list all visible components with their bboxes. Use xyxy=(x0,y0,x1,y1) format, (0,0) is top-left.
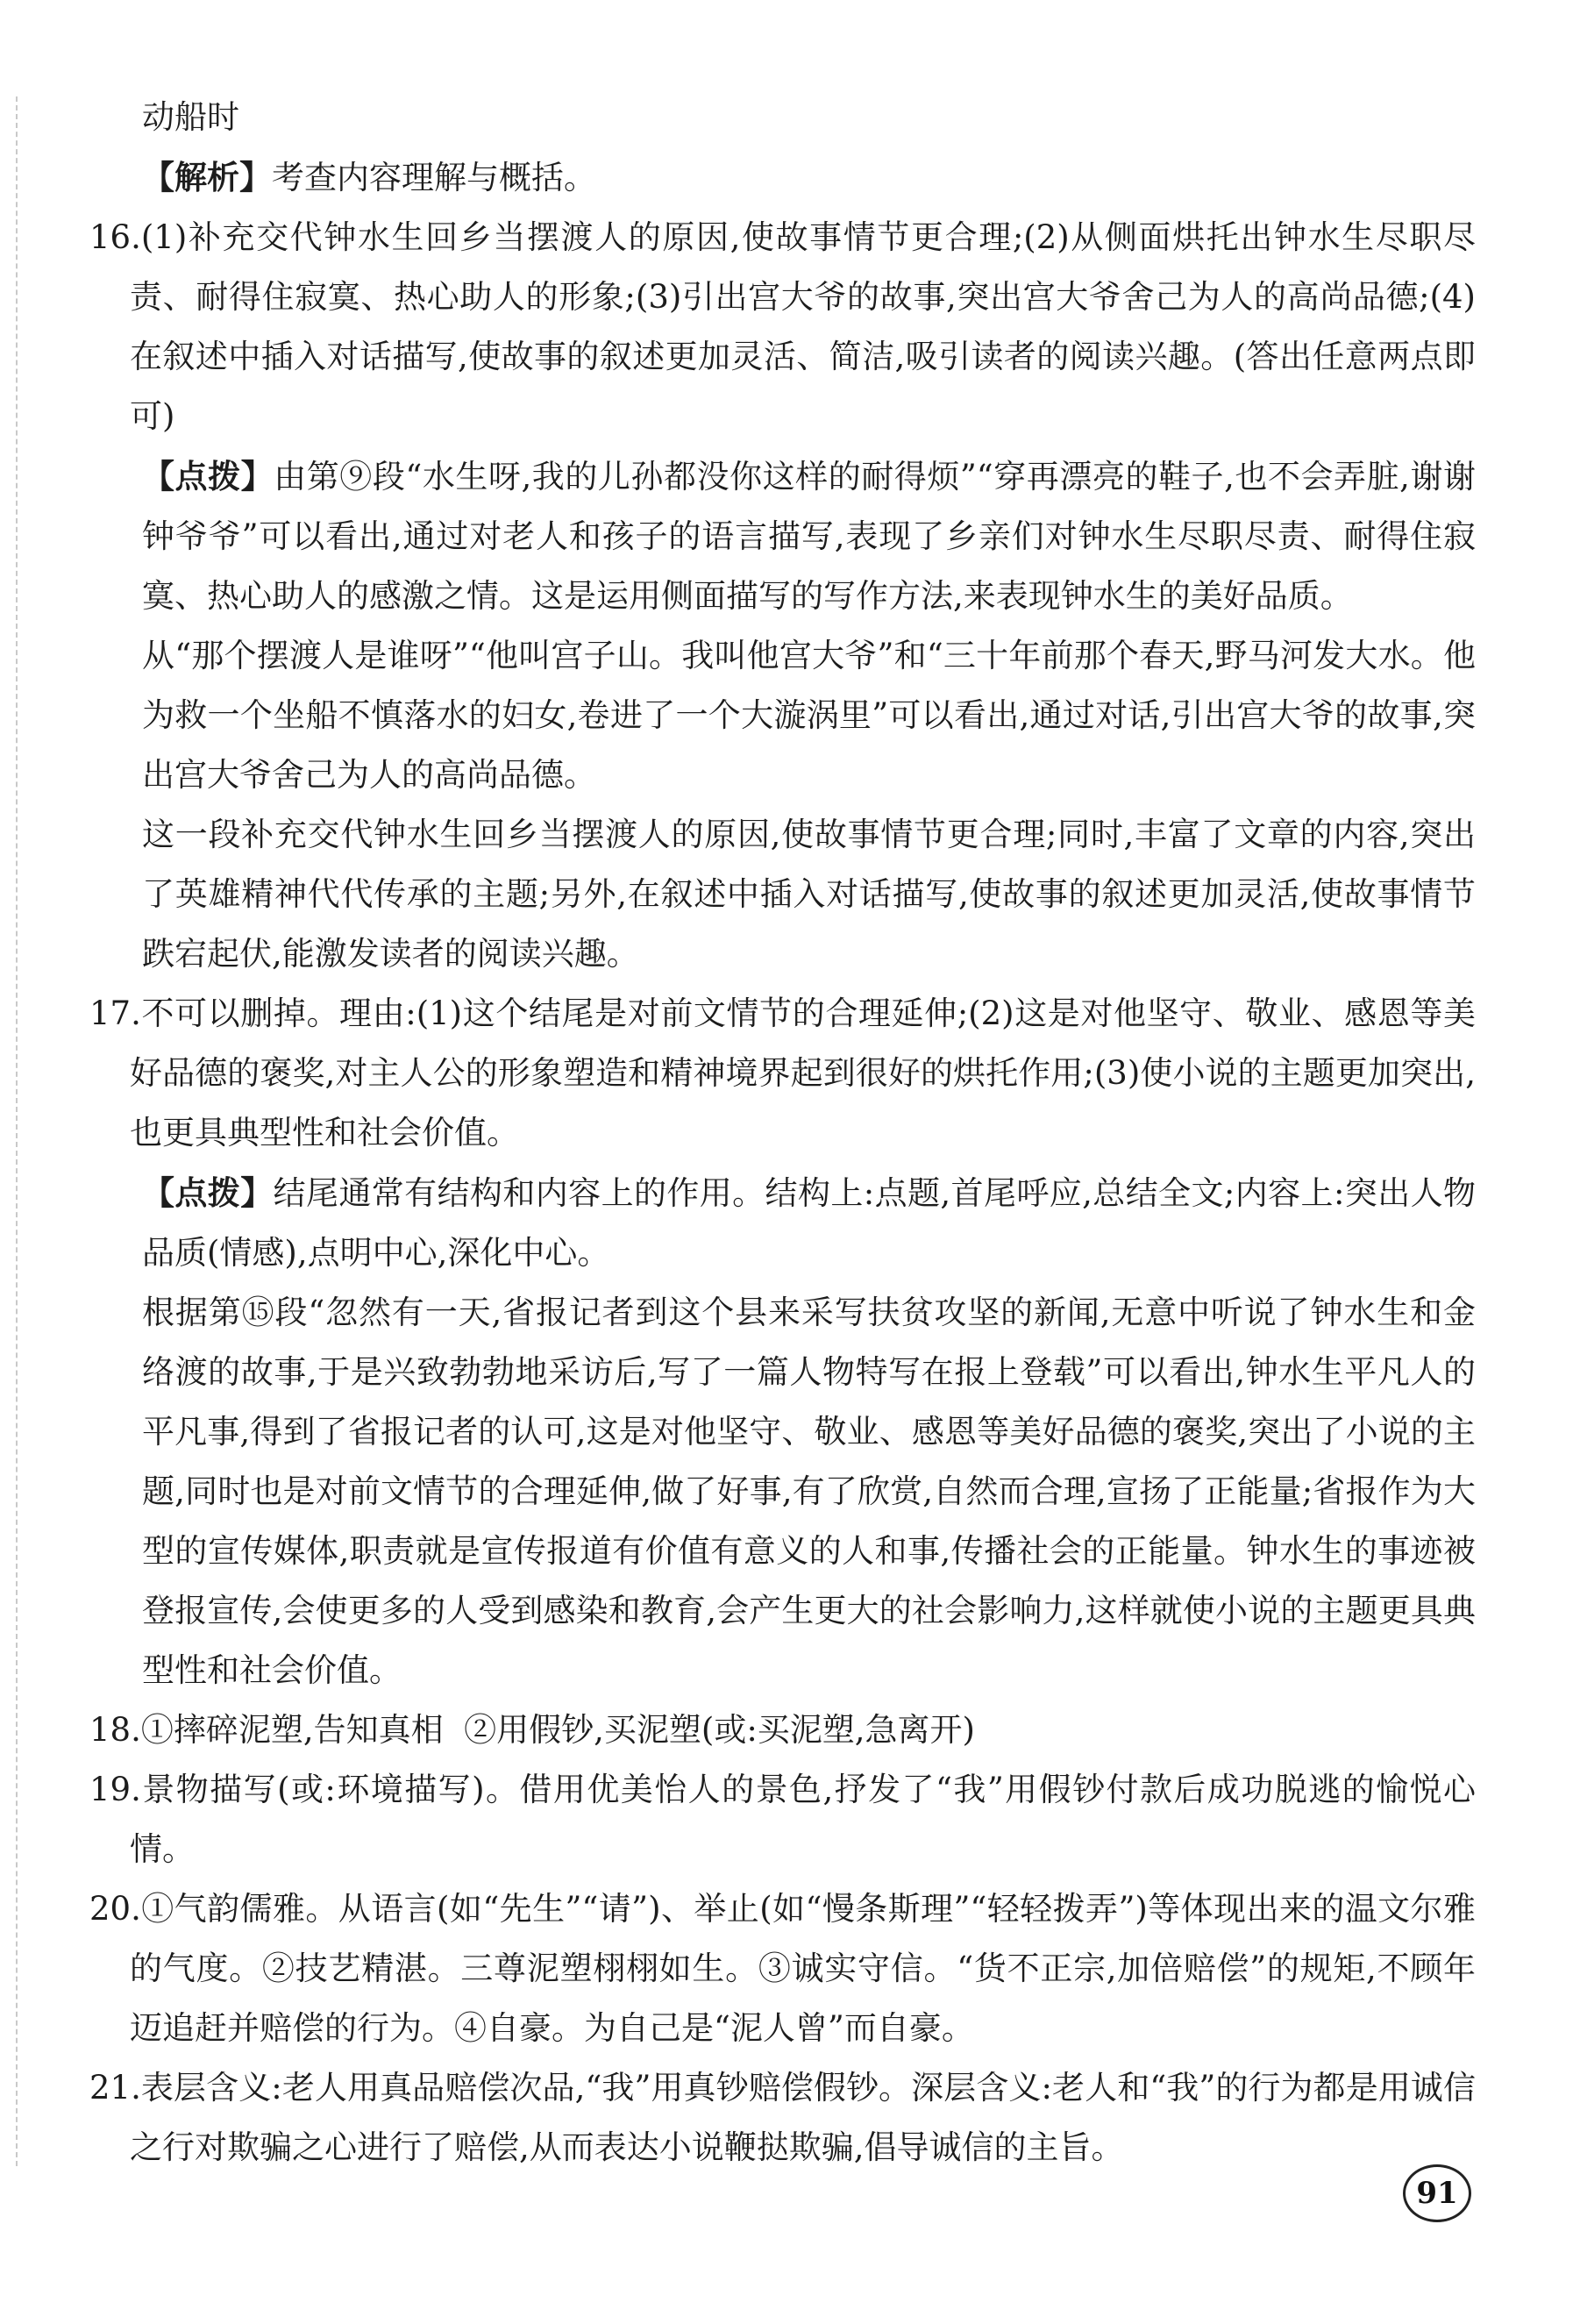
answer-text: ①气韵儒雅。从语言(如“先生”“请”)、举止(如“慢条斯理”“轻轻拨弄”)等体现出来的温文尔雅的气度。②技艺精湛。三尊泥塑栩栩如生。③诚实守信。“货不正宗,加倍赔偿”的规矩,不顾年迈追赶并赔偿的行为。④自豪。为自己是“泥人曾”而自豪。 xyxy=(130,1890,1476,2047)
tip-tag: 【点拨】 xyxy=(142,1173,274,1212)
question-16-tip xyxy=(130,446,1476,626)
answer-text: 景物描写(或:环境描写)。借用优美怡人的景色,抒发了“我”用假钞付款后成功脱逃的愉悦心情。 xyxy=(130,1771,1476,1868)
question-21-answer xyxy=(89,2058,1476,2178)
binding-edge-line xyxy=(16,96,19,2166)
tip-tag: 【点拨】 xyxy=(142,457,274,495)
question-19-answer xyxy=(89,1760,1476,1879)
question-number: 17. xyxy=(89,994,141,1032)
text-span: 动船时 xyxy=(142,98,239,136)
question-number: 20. xyxy=(89,1890,141,1928)
answer-text: 表层含义:老人用真品赔偿次品,“我”用真钞赔偿假钞。深层含义:老人和“我”的行为都是用诚信之行对欺骗之心进行了赔偿,从而表达小说鞭挞欺骗,倡导诚信的主旨。 xyxy=(130,2069,1476,2166)
analysis-text: 考查内容理解与概括。 xyxy=(272,159,596,196)
question-20-answer xyxy=(89,1879,1476,2058)
tip-text: 由第⑨段“水生呀,我的儿孙都没你这样的耐得烦”“穿再漂亮的鞋子,也不会弄脏,谢谢钟爷爷”可以看出,通过对老人和孩子的语言描写,表现了乡亲们对钟水生尽职尽责、耐得住寂寞、热心助人的感激之情。这是运用侧面描写的写作方法,来表现钟水生的美好品质。 xyxy=(142,458,1476,615)
question-17-tip xyxy=(130,1163,1476,1283)
question-16-answer xyxy=(89,208,1476,446)
answer-content xyxy=(89,88,1477,2178)
question-16-para-3: 这一段补充交代钟水生回乡当摆渡人的原因,使故事情节更合理;同时,丰富了文章的内容,突出了英雄精神代代传承的主题;另外,在叙述中插入对话描写,使故事的叙述更加灵活,使故事情节跌宕起伏,能激发读者的阅读兴趣。 xyxy=(142,816,1476,973)
question-17-answer xyxy=(89,984,1476,1163)
question-number: 21. xyxy=(89,2069,141,2107)
answer-text: 不可以删掉。理由:(1)这个结尾是对前文情节的合理延伸;(2)这是对他坚守、敬业、感恩等美好品德的褒奖,对主人公的形象塑造和精神境界起到很好的烘托作用;(3)使小说的主题更加突出,也更具典型性和社会价值。 xyxy=(130,994,1476,1151)
text-line xyxy=(130,88,1476,147)
question-number: 19. xyxy=(89,1771,141,1808)
answer-text: ①摔碎泥塑,告知真相 ②用假钞,买泥塑(或:买泥塑,急离开) xyxy=(140,1711,975,1749)
question-number: 18. xyxy=(89,1711,141,1749)
answer-text: (1)补充交代钟水生回乡当摆渡人的原因,使故事情节更合理;(2)从侧面烘托出钟水生尽职尽责、耐得住寂寞、热心助人的形象;(3)引出宫大爷的故事,突出宫大爷舍己为人的高尚品德;(4)在叙述中插入对话描写,使故事的叙述更加灵活、简洁,吸引读者的阅读兴趣。(答出任意两点即可) xyxy=(130,218,1476,435)
tip-text: 结尾通常有结构和内容上的作用。结构上:点题,首尾呼应,总结全文;内容上:突出人物品质(情感),点明中心,深化中心。 xyxy=(142,1174,1477,1272)
page-number-badge: 91 xyxy=(1403,2164,1471,2222)
analysis-tag: 【解析】 xyxy=(142,158,272,196)
question-18-answer xyxy=(89,1700,1476,1760)
question-17-para-2: 根据第⑮段“忽然有一天,省报记者到这个县来采写扶贫攻坚的新闻,无意中听说了钟水生和金络渡的故事,于是兴致勃勃地采访后,写了一篇人物特写在报上登载”可以看出,钟水生平凡人的平凡事,得到了省报记者的认可,这是对他坚守、敬业、感恩等美好品德的褒奖,突出了小说的主题,同时也是对前文情节的合理延伸,做了好事,有了欣赏,自然而合理,宣扬了正能量;省报作为大型的宣传媒体,职责就是宣传报道有价值有意义的人和事,传播社会的正能量。钟水生的事迹被登报宣传,会使更多的人受到感染和教育,会产生更大的社会影响力,这样就使小说的主题更具典型性和社会价值。 xyxy=(142,1294,1476,1689)
question-16-para-2: 从“那个摆渡人是谁呀”“他叫宫子山。我叫他宫大爷”和“三十年前那个春天,野马河发大水。他为救一个坐船不慎落水的妇女,卷进了一个大漩涡里”可以看出,通过对话,引出宫大爷的故事,突出宫大爷舍己为人的高尚品德。 xyxy=(142,637,1476,794)
analysis-line xyxy=(130,147,1476,208)
question-number: 16. xyxy=(89,218,141,256)
